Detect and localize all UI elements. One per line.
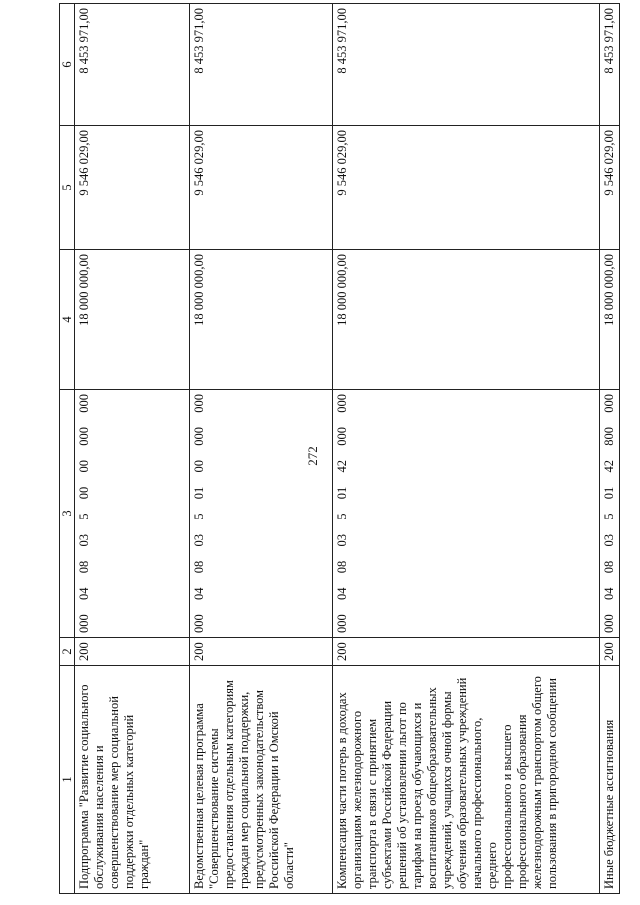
row-amount-col6: 8 453 971,00 [333, 4, 600, 126]
code-part: 03 [602, 534, 616, 547]
code-part: 01 [192, 486, 206, 500]
code-part: 00 [192, 460, 206, 473]
row-description: Ведомственная целевая программа "Совершенствование системы предоставления отдельным категориям граждан мер социальной поддержки, предусмотренных законодательством Российской Федерации и Омской области" [190, 666, 333, 894]
table-row [333, 4, 600, 894]
code-part: 03 [335, 534, 349, 547]
code-part: 000 [192, 614, 206, 633]
row-amount-col4: 18 000 000,00 [190, 250, 333, 390]
code-part: 03 [192, 534, 206, 547]
row-amount-col6: 8 453 971,00 [190, 4, 333, 126]
row-amount-col6: 8 453 971,00 [75, 4, 190, 126]
table-row [600, 4, 620, 894]
row-amount-col4: 18 000 000,00 [75, 250, 190, 390]
code-part: 42 [602, 460, 616, 473]
row-amount-col4: 18 000 000,00 [600, 250, 620, 390]
code-part: 01 [335, 486, 349, 500]
code-part: 000 [335, 394, 349, 413]
table-row [75, 4, 190, 894]
row-description: Иные бюджетные ассигнования [600, 666, 620, 894]
page-number: 272 [304, 446, 320, 466]
code-part: 5 [602, 513, 616, 520]
row-amount-col5: 9 546 029,00 [75, 126, 190, 250]
column-number: 1 [60, 666, 75, 894]
row-budget-code [75, 390, 190, 638]
code-part: 000 [77, 394, 91, 413]
code-part: 08 [335, 560, 349, 574]
code-part: 08 [192, 560, 206, 574]
row-amount-col4: 18 000 000,00 [333, 250, 600, 390]
code-part: 000 [77, 614, 91, 633]
row-description: Подпрограмма "Развитие социального обслуживания населения и совершенствование мер социальной поддержки отдельных категорий граждан" [75, 666, 190, 894]
code-part: 000 [602, 614, 616, 633]
code-part: 04 [77, 587, 91, 600]
row-amount-col6: 8 453 971,00 [600, 4, 620, 126]
code-part: 42 [335, 460, 349, 473]
code-part: 08 [602, 560, 616, 574]
code-part: 04 [335, 587, 349, 600]
code-part: 04 [192, 587, 206, 600]
row-code-200: 200 [75, 638, 190, 666]
code-part: 800 [602, 427, 616, 446]
row-code-200: 200 [190, 638, 333, 666]
code-part: 000 [335, 427, 349, 446]
row-budget-code [600, 390, 620, 638]
row-code-200: 200 [333, 638, 600, 666]
row-budget-code [190, 390, 333, 638]
row-amount-col5: 9 546 029,00 [190, 126, 333, 250]
column-number: 5 [60, 126, 75, 250]
column-number: 2 [60, 638, 75, 666]
column-number: 6 [60, 4, 75, 126]
code-part: 08 [77, 560, 91, 574]
code-part: 03 [77, 534, 91, 547]
code-part: 00 [77, 460, 91, 473]
code-part: 000 [192, 394, 206, 413]
row-code-200: 200 [600, 638, 620, 666]
column-number-row [60, 4, 75, 894]
code-part: 000 [77, 427, 91, 446]
row-description: Компенсация части потерь в доходах организациям железнодорожного транспорта в связи с принятием субъектами Российской Федерации решений об установлении льгот по тарифам на проезд обучающихся и воспитанников общеобразовательных учреждений, учащихся очной формы обучения образовательных учреждений начального профессионального, среднего профессионального и высшего профессионального образования железнодорожным транспортом общего пользования в пригородном сообщении [333, 666, 600, 894]
rotated-page-content [59, 4, 616, 894]
code-part: 01 [602, 486, 616, 500]
table-row [190, 4, 333, 894]
code-part: 000 [335, 614, 349, 633]
code-part: 04 [602, 587, 616, 600]
code-part: 00 [77, 486, 91, 500]
row-amount-col5: 9 546 029,00 [333, 126, 600, 250]
code-part: 000 [602, 394, 616, 413]
code-part: 5 [77, 513, 91, 520]
row-budget-code [333, 390, 600, 638]
column-number: 4 [60, 250, 75, 390]
column-number: 3 [60, 390, 75, 638]
code-part: 5 [192, 513, 206, 520]
budget-table [59, 3, 620, 894]
code-part: 5 [335, 513, 349, 520]
code-part: 000 [192, 427, 206, 446]
row-amount-col5: 9 546 029,00 [600, 126, 620, 250]
